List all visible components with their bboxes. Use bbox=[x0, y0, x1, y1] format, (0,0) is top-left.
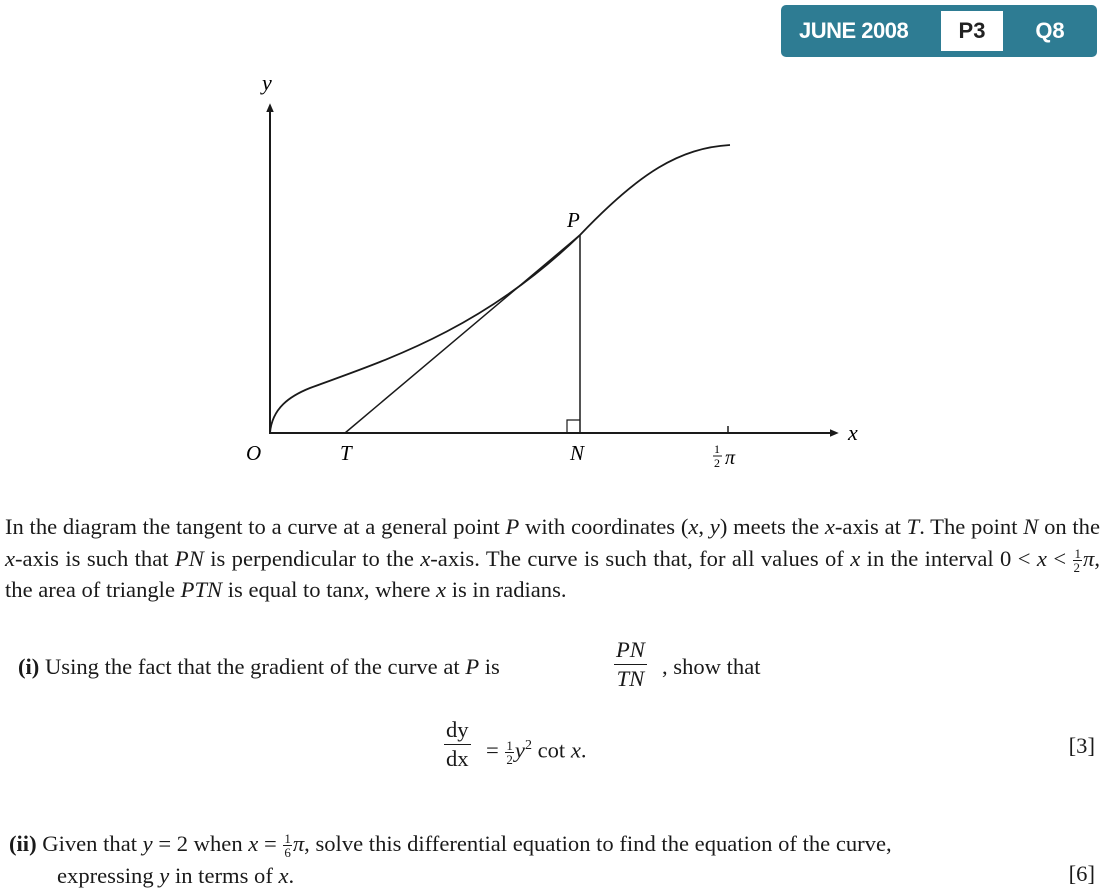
right-angle-marker bbox=[567, 420, 580, 433]
point-t-label: T bbox=[340, 441, 352, 465]
tangent-line bbox=[345, 235, 580, 433]
y-axis-label: y bbox=[262, 70, 272, 95]
paper-label: P3 bbox=[941, 11, 1003, 51]
part-ii-marks: [6] bbox=[1068, 861, 1095, 886]
point-n-label: N bbox=[570, 441, 585, 465]
point-p-label: P bbox=[567, 208, 580, 232]
curve bbox=[270, 145, 730, 433]
tick-half-denominator: 2 bbox=[714, 456, 720, 470]
part-i-label: (i) bbox=[18, 654, 40, 679]
sixth-fraction: $\frac{1}{6}$ bbox=[284, 831, 291, 861]
question-number-label: Q8 bbox=[1035, 18, 1065, 43]
x-axis-label: x bbox=[848, 420, 858, 445]
differential-equation: = $\frac{1}{2}$ $y^2$ cot x. bbox=[486, 737, 587, 767]
point-p-ref: P bbox=[505, 514, 520, 539]
part-i-continuation: , show that bbox=[662, 654, 761, 679]
half-fraction: $\frac{1}{2}$ bbox=[1073, 545, 1081, 575]
part-ii-statement: (ii) Given that y = 2 when x = $\frac{1}{6}$ π, solve this differential equation to find the equation of the curve, expressing y in terms of x. bbox=[9, 831, 892, 888]
gradient-fraction: PN TN bbox=[616, 637, 645, 691]
origin-label: O bbox=[246, 441, 262, 465]
tick-half-numerator: 1 bbox=[714, 442, 720, 456]
question-intro: In the diagram the tangent to a curve at a general point P with coordinates (x, y) meets the x-axis at T. The point N on the x-axis is such that PN is perpendicular to the x-axis. The curve is such that, for all values of x in the interval 0 < x < $\frac{1}{2}$ π, the area of triangle PTN is equal to tanx, where x is in radians. bbox=[5, 514, 1100, 602]
exam-session-label: JUNE 2008 bbox=[799, 18, 909, 43]
derivative-fraction: dy dx bbox=[446, 717, 469, 771]
tick-pi-symbol: π bbox=[725, 447, 736, 469]
part-i-statement: (i) Using the fact that the gradient of the curve at P is bbox=[18, 654, 500, 679]
part-ii-label: (ii) bbox=[9, 831, 37, 856]
part-i-marks: [3] bbox=[1068, 733, 1095, 758]
